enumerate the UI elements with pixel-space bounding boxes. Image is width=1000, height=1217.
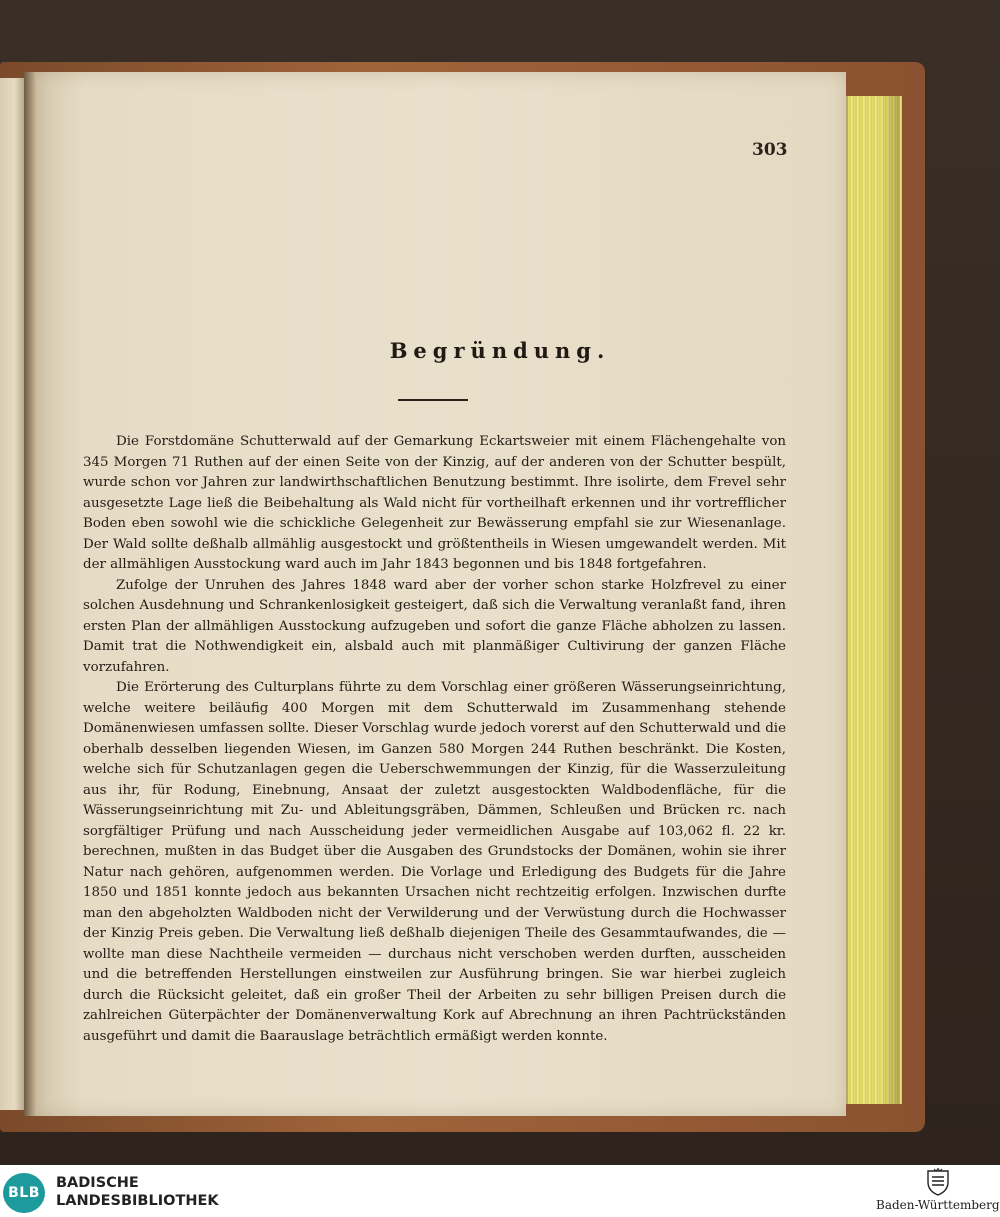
body-text	[83, 432, 786, 1047]
library-name-line: BADISCHE	[56, 1175, 139, 1191]
page-number: 303	[752, 140, 788, 160]
library-name-line: LANDESBIBLIOTHEK	[56, 1193, 219, 1209]
paragraph: Die Forstdomäne Schutterwald auf der Gemarkung Eckartsweier mit einem Flächengehalte von 345 Morgen 71 Ruthen auf der einen Seite von der Kinzig, auf der anderen von der Schutter bespült, wurde schon vor Jahren zur landwirthschaftlichen Benutzung bestimmt. Ihre isolirte, dem Frevel sehr ausgesetzte Lage ließ die Beibehaltung als Wald nicht für vortheilhaft erkennen und ihr vortrefflicher Boden eben sowohl wie die schickliche Gelegenheit zur Bewässerung empfahl sie zur Wiesenanlage. Der Wald sollte deßhalb allmählig ausgestockt und größtentheils in Wiesen umgewandelt werden. Mit der allmähligen Ausstockung ward auch im Jahr 1843 begonnen und bis 1848 fortgefahren.	[83, 434, 786, 572]
library-name[interactable]	[56, 1174, 219, 1210]
paragraph: Die Erörterung des Culturplans führte zu dem Vorschlag einer größeren Wässerungseinrichtung, welche weitere beiläufig 400 Morgen mit dem Schutterwald im Zusammenhang stehende Domänenwiesen umfassen sollte. Dieser Vorschlag wurde jedoch vorerst auf den Schutterwald und die oberhalb desselben liegenden Wiesen, im Ganzen 580 Morgen 244 Ruthen beschränkt. Die Kosten, welche sich für Schutzanlagen gegen die Ueberschwemmungen der Kinzig, für die Wasserzuleitung aus ihr, für Rodung, Einebnung, Ansaat der zuletzt ausgestockten Waldbodenfläche, für die Wässerungseinrichtung mit Zu- und Ableitungsgräben, Dämmen, Schleußen und Brücken rc. nach sorgfältiger Prüfung und nach Ausscheidung jeder vermeidlichen Ausgabe auf 103,062 fl. 22 kr. berechnen, mußten in das Budget über die Ausgaben des Grundstocks der Domänen, wohin sie ihrer Natur nach gehören, aufgenommen werden. Die Vorlage und Erledigung des Budgets für die Jahre 1850 und 1851 konnte jedoch aus bekannten Ursachen nicht rechtzeitig erfolgen. Inzwischen durfte man den abgeholzten Waldboden nicht der Verwilderung und der Verwüstung durch die Hochwasser der Kinzig Preis geben. Die Verwaltung ließ deßhalb diejenigen Theile des Gesammtaufwandes, die — wollte man diese Nachtheile vermeiden — durchaus nicht verschoben werden durften, ausscheiden und die betreffenden Herstellungen einstweilen zur Ausführung bringen. Sie war hierbei zugleich durch die Rücksicht geleitet, daß ein großer Theil der Arbeiten zu sehr billigen Preisen durch die zahlreichen Güterpächter der Domänenverwaltung Kork auf Abrechnung an ihren Pachtrückständen ausgeführt und damit die Baarauslage beträchtlich ermäßigt werden konnte.	[83, 680, 786, 1044]
section-heading: Begründung.	[389, 338, 611, 363]
region-name[interactable]: Baden-Württemberg	[876, 1198, 1000, 1212]
previous-page-edge	[0, 78, 24, 1110]
page-edge-shadow	[880, 96, 900, 1104]
paragraph: Zufolge der Unruhen des Jahres 1848 ward aber der vorher schon starke Holzfrevel zu einer solchen Ausdehnung und Schrankenlosigkeit gesteigert, daß sich die Verwaltung veranlaßt fand, ihren ersten Plan der allmähligen Ausstockung aufzugeben und sofort die ganze Fläche abholzen zu lassen. Damit trat die Nothwendigkeit ein, alsbald auch mit planmäßiger Cultivirung der ganzen Fläche vorzufahren.	[83, 577, 786, 675]
blb-logo-icon[interactable]: BLB	[3, 1173, 45, 1213]
heading-divider	[398, 399, 468, 401]
coat-of-arms-icon	[925, 1168, 951, 1196]
